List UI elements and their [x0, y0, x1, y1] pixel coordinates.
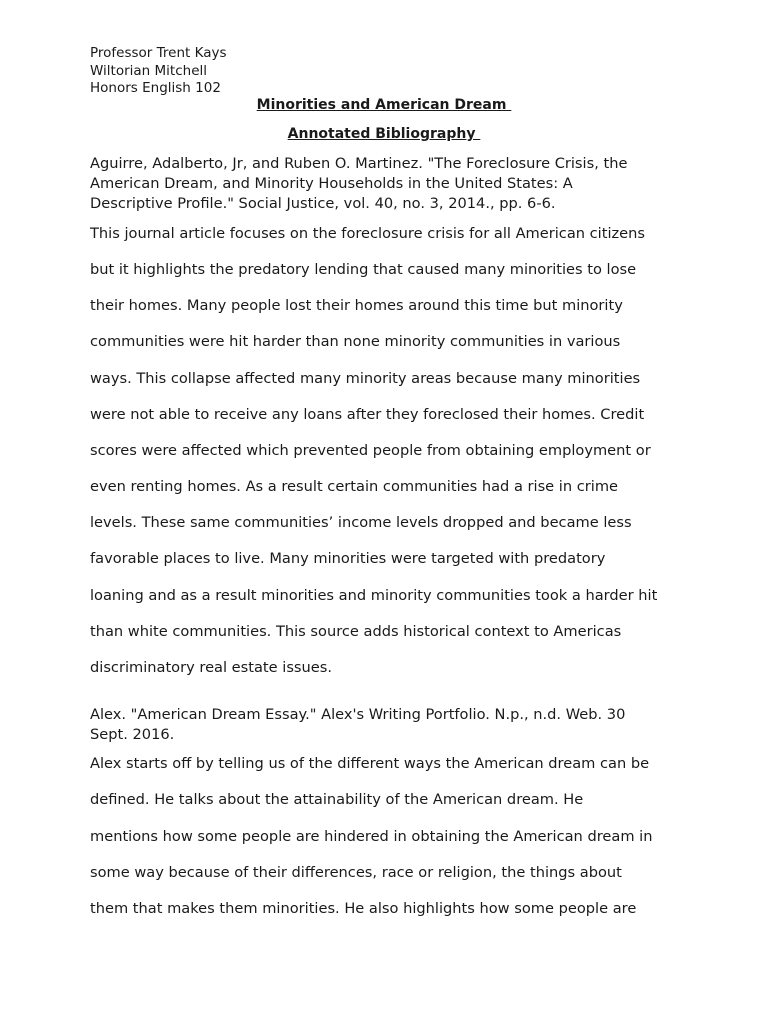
annotation-2-line-1: Alex starts off by telling us of the different ways the American dream can be [90, 755, 650, 772]
annotation-1-line-9: levels. These same communities’ income levels dropped and became less [90, 514, 632, 531]
annotation-1-line-7: scores were affected which prevented people from obtaining employment or [90, 442, 651, 459]
document-title: Minorities and American Dream [256, 97, 512, 113]
citation-2-line-1: Alex. "American Dream Essay." Alex's Writing Portfolio. N.p., n.d. Web. 30 [90, 706, 626, 723]
annotation-2-line-5: them that makes them minorities. He also highlights how some people are [90, 900, 637, 917]
annotation-1-line-5: ways. This collapse affected many minority areas because many minorities [90, 370, 641, 387]
annotation-2-line-3: mentions how some people are hindered in obtaining the American dream in [90, 828, 653, 845]
annotation-1-line-11: loaning and as a result minorities and minority communities took a harder hit [90, 587, 658, 604]
document-subtitle: Annotated Bibliography [287, 126, 481, 142]
citation-1-line-3: Descriptive Profile." Social Justice, vol. 40, no. 3, 2014., pp. 6-6. [90, 195, 556, 212]
annotation-1-line-3: their homes. Many people lost their homes around this time but minority [90, 297, 623, 314]
annotation-1-line-2: but it highlights the predatory lending that caused many minorities to lose [90, 261, 637, 278]
annotation-1-line-8: even renting homes. As a result certain communities had a rise in crime [90, 478, 619, 495]
annotation-1-line-13: discriminatory real estate issues. [90, 659, 333, 676]
professor-name: Professor Trent Kays [90, 45, 227, 61]
annotation-1-line-6: were not able to receive any loans after they foreclosed their homes. Credit [90, 406, 645, 423]
annotation-1-line-1: This journal article focuses on the foreclosure crisis for all American citizens [90, 225, 645, 242]
citation-1-line-2: American Dream, and Minority Households in the United States: A [90, 175, 573, 192]
student-name: Wiltorian Mitchell [90, 63, 208, 79]
annotation-2-line-4: some way because of their differences, race or religion, the things about [90, 864, 622, 881]
annotation-1-line-4: communities were hit harder than none minority communities in various [90, 333, 621, 350]
citation-2-line-2: Sept. 2016. [90, 726, 175, 743]
course-name: Honors English 102 [90, 80, 221, 96]
annotation-1-line-12: than white communities. This source adds historical context to Americas [90, 623, 622, 640]
citation-1-line-1: Aguirre, Adalberto, Jr, and Ruben O. Martinez. "The Foreclosure Crisis, the [90, 155, 628, 172]
annotation-1-line-10: favorable places to live. Many minorities were targeted with predatory [90, 550, 606, 567]
annotation-2-line-2: defined. He talks about the attainability of the American dream. He [90, 791, 584, 808]
